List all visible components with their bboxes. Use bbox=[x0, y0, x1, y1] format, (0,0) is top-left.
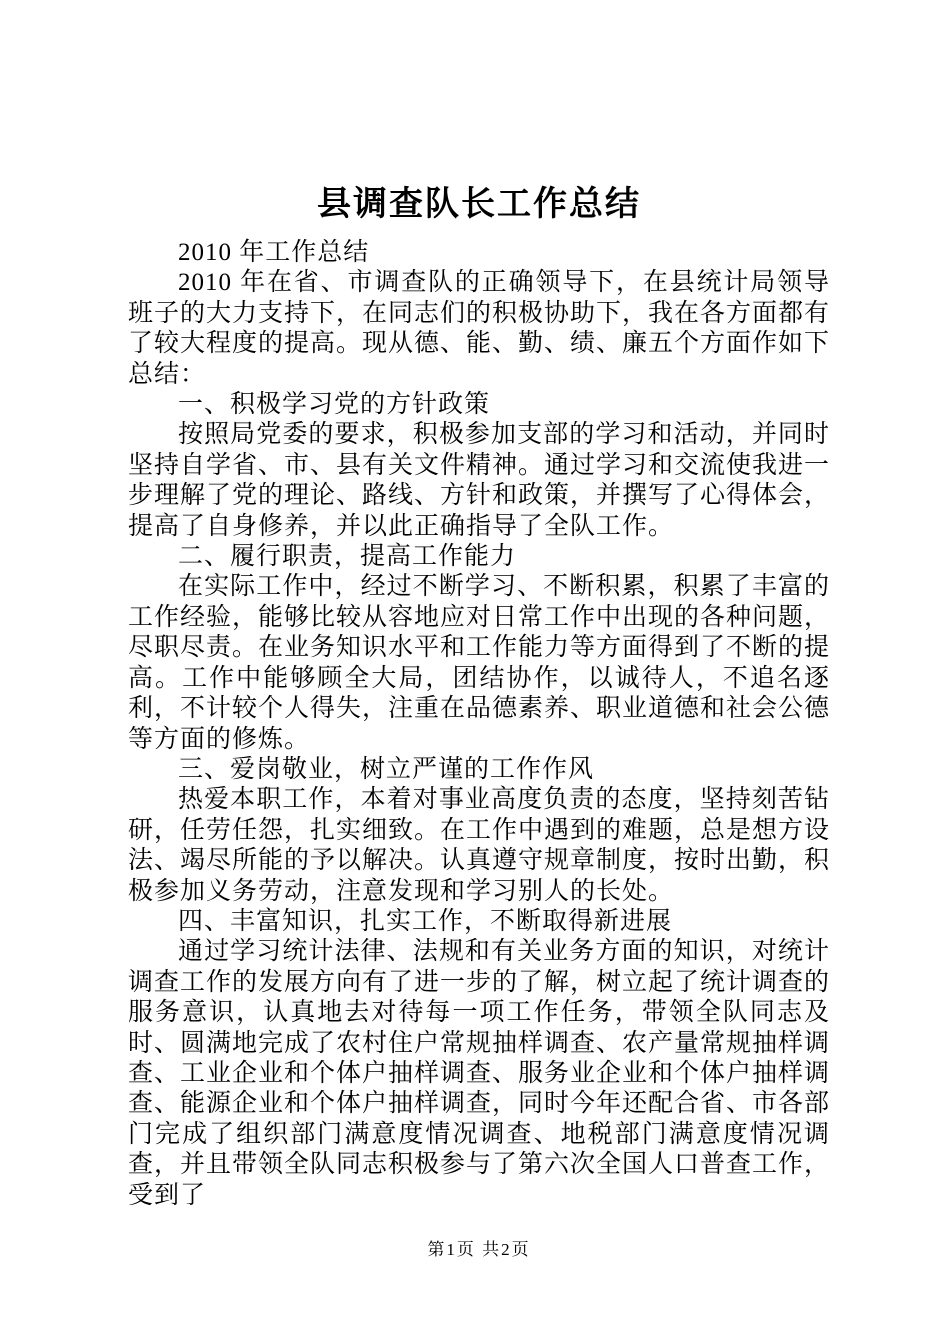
body-paragraph: 2010 年在省、市调查队的正确领导下，在县统计局领导班子的大力支持下，在同志们的积极协助下，我在各方面都有了较大程度的提高。现从德、能、勤、绩、廉五个方面作如下总结： bbox=[128, 269, 831, 388]
section-heading: 二、履行职责，提高工作能力 bbox=[178, 543, 517, 571]
body-paragraph: 通过学习统计法律、法规和有关业务方面的知识，对统计调查工作的发展方向有了进一步的了解，树立起了统计调查的服务意识，认真地去对待每一项工作任务，带领全队同志及时、圆满地完成了农村住户常规抽样调查、农产量常规抽样调查、工业企业和个体户抽样调查、服务业企业和个体户抽样调查、能源企业和个体户抽样调查，同时今年还配合省、市各部门完成了组织部门满意度情况调查、地税部门满意度情况调查，并且带领全队同志积极参与了第六次全国人口普查工作，受到了 bbox=[128, 938, 831, 1209]
section-heading: 三、爱岗敬业，树立严谨的工作作风 bbox=[178, 755, 595, 783]
page-title: 县调查队长工作总结 bbox=[317, 186, 641, 223]
body-paragraph: 2010 年工作总结 bbox=[178, 239, 370, 266]
body-paragraph: 热爱本职工作，本着对事业高度负责的态度，坚持刻苦钻研，任劳任怨，扎实细致。在工作中遇到的难题，总是想方设法、竭尽所能的予以解决。认真遵守规章制度，按时出勤，积极参加义务劳动，注意发现和学习别人的长处。 bbox=[128, 786, 831, 905]
document-body bbox=[128, 238, 830, 1211]
page-number: 第1页 共2页 bbox=[427, 1240, 531, 1259]
section-heading: 一、积极学习党的方针政策 bbox=[178, 391, 491, 419]
body-paragraph: 在实际工作中，经过不断学习、不断积累，积累了丰富的工作经验，能够比较从容地应对日常工作中出现的各种问题，尽职尽责。在业务知识水平和工作能力等方面得到了不断的提高。工作中能够顾全大局，团结协作，以诚待人，不追名逐利，不计较个人得失，注重在品德素养、职业道德和社会公德等方面的修炼。 bbox=[128, 573, 831, 753]
section-heading: 四、丰富知识，扎实工作，不断取得新进展 bbox=[178, 907, 673, 935]
document-content bbox=[128, 0, 830, 1211]
body-paragraph: 按照局党委的要求，积极参加支部的学习和活动，并同时坚持自学省、市、县有关文件精神。通过学习和交流使我进一步理解了党的理论、路线、方针和政策，并撰写了心得体会，提高了自身修养，并以此正确指导了全队工作。 bbox=[128, 421, 831, 540]
